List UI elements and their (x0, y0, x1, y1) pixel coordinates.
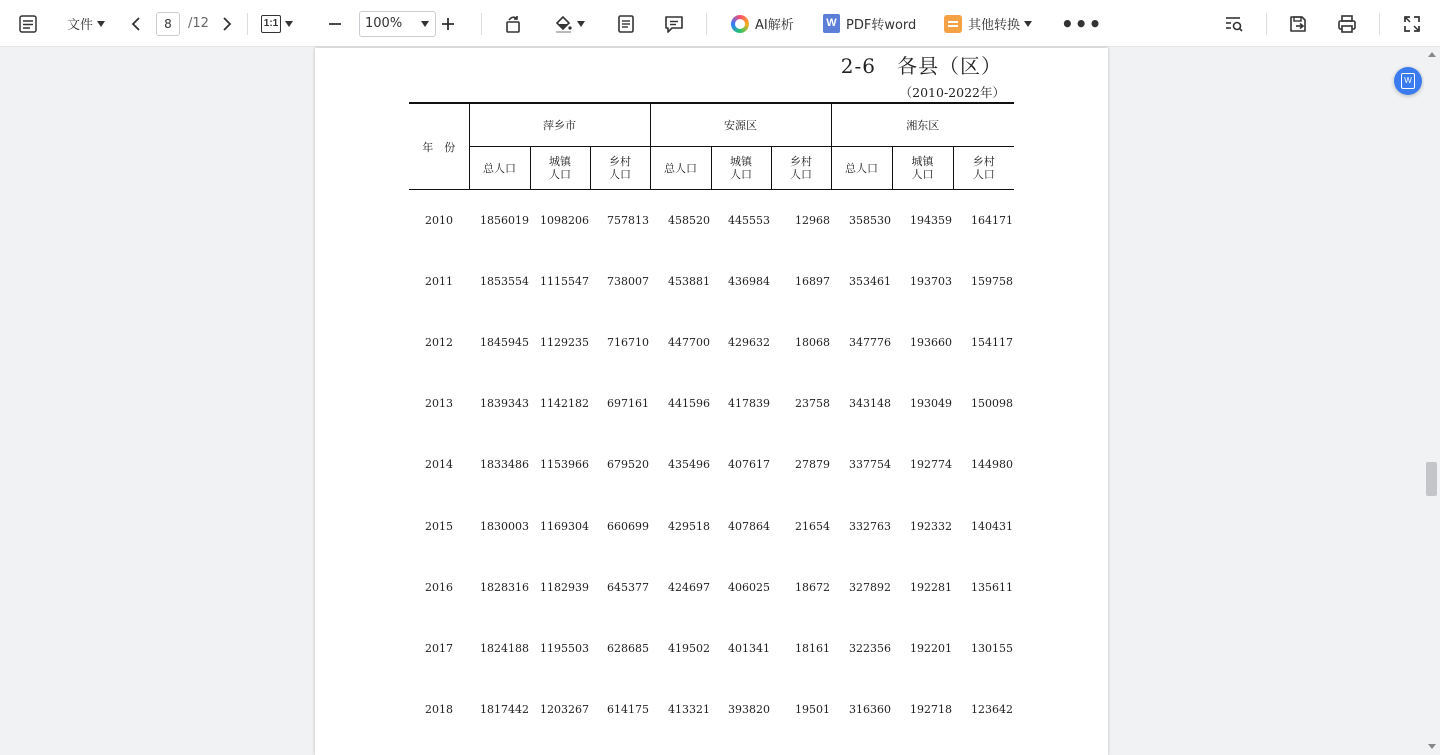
page-total: /12 (188, 16, 209, 31)
value-cell: 1129235 (540, 336, 589, 350)
value-cell: 1833486 (480, 458, 529, 472)
table-title: 2-6 各县（区） (840, 54, 1002, 78)
page-number-input[interactable]: 8 (156, 12, 180, 36)
value-cell: 353461 (849, 275, 891, 289)
zoom-out-button[interactable] (327, 0, 343, 47)
value-cell: 18161 (795, 641, 830, 655)
value-cell: 327892 (849, 580, 891, 594)
subheader-cell: 乡村 人口 (590, 147, 650, 190)
next-page-button[interactable] (220, 0, 234, 47)
value-cell: 645377 (607, 580, 649, 594)
comment-button[interactable] (664, 0, 684, 47)
value-cell: 358530 (849, 214, 891, 228)
value-cell: 23758 (795, 397, 830, 411)
sidebar-icon (18, 14, 38, 34)
value-cell: 1153966 (540, 458, 589, 472)
subheader-row (409, 147, 1014, 190)
value-cell: 1098206 (540, 214, 589, 228)
value-cell: 347776 (849, 336, 891, 350)
value-cell: 407617 (728, 458, 770, 472)
value-cell: 1169304 (540, 519, 589, 533)
year-cell: 2011 (425, 275, 453, 289)
value-cell: 614175 (607, 702, 649, 716)
year-cell: 2018 (425, 702, 453, 716)
value-cell: 1817442 (480, 702, 529, 716)
table-row (409, 190, 1014, 252)
value-cell: 447700 (668, 336, 710, 350)
chevron-down-icon (1024, 21, 1032, 27)
year-cell: 2015 (425, 519, 453, 533)
value-cell: 1182939 (540, 580, 589, 594)
value-cell: 1845945 (480, 336, 529, 350)
document-viewer[interactable] (0, 48, 1440, 755)
group-header: 湘东区 (831, 103, 1014, 147)
subheader-cell: 乡村 人口 (771, 147, 831, 190)
comment-icon (664, 14, 684, 34)
value-cell: 407864 (728, 519, 770, 533)
background-color-button[interactable] (553, 0, 585, 47)
chevron-left-icon (129, 16, 143, 32)
year-column-header: 年 份 (409, 103, 469, 190)
value-cell: 27879 (795, 458, 830, 472)
value-cell: 194359 (910, 214, 952, 228)
rotate-icon (503, 14, 523, 34)
table-row (409, 251, 1014, 312)
value-cell: 697161 (607, 397, 649, 411)
value-cell: 159758 (971, 275, 1014, 289)
value-cell: 1856019 (480, 214, 529, 228)
save-export-icon (1288, 14, 1308, 34)
value-cell: 429518 (668, 519, 710, 533)
chevron-down-icon (577, 21, 585, 27)
subheader-cell: 总人口 (650, 147, 711, 190)
table-row (409, 557, 1014, 618)
toolbar (0, 0, 1440, 47)
table-row (409, 495, 1014, 556)
value-cell: 1115547 (540, 275, 589, 289)
value-cell: 660699 (607, 519, 649, 533)
value-cell: 343148 (849, 397, 891, 411)
zoom-select[interactable] (359, 0, 436, 47)
ai-parse-button[interactable] (731, 0, 794, 47)
value-cell: 150098 (971, 397, 1014, 411)
value-cell: 12968 (795, 214, 830, 228)
table-row (409, 679, 1014, 740)
table-row (409, 373, 1014, 434)
toolbar-divider (481, 13, 482, 35)
printer-icon (1337, 14, 1357, 34)
prev-page-button[interactable] (129, 0, 143, 47)
scroll-down-icon[interactable] (1428, 744, 1436, 749)
value-cell: 337754 (849, 458, 891, 472)
value-cell: 429632 (728, 336, 770, 350)
population-table (409, 102, 1014, 740)
subheader-cell: 总人口 (469, 147, 530, 190)
chevron-right-icon (220, 16, 234, 32)
pdf-page (315, 48, 1108, 755)
value-cell: 1828316 (480, 580, 529, 594)
chevron-down-icon (285, 21, 293, 27)
value-cell: 401341 (728, 641, 770, 655)
toolbar-divider (1379, 13, 1380, 35)
word-doc-icon: W (1401, 73, 1415, 89)
more-icon: ••• (1061, 11, 1103, 36)
floating-word-button[interactable] (1394, 67, 1422, 95)
value-cell: 458520 (668, 214, 710, 228)
subheader-cell: 总人口 (831, 147, 892, 190)
value-cell: 417839 (728, 397, 770, 411)
chevron-down-icon (97, 21, 105, 27)
zoom-in-button[interactable] (440, 0, 456, 47)
other-convert-label: 其他转换 (968, 18, 1021, 33)
file-menu-label: 文件 (67, 18, 94, 33)
value-cell: 192774 (910, 458, 952, 472)
value-cell: 628685 (607, 641, 649, 655)
scroll-up-icon[interactable] (1428, 52, 1436, 57)
subheader-cell: 乡村 人口 (953, 147, 1014, 190)
page-navigator (156, 0, 209, 47)
value-cell: 445553 (728, 214, 770, 228)
table-row (409, 312, 1014, 373)
value-cell: 419502 (668, 641, 710, 655)
vertical-scrollbar[interactable] (1424, 48, 1440, 755)
value-cell: 1853554 (480, 275, 529, 289)
value-cell: 193049 (910, 397, 952, 411)
value-cell: 123642 (971, 702, 1014, 716)
document-icon (616, 14, 636, 34)
value-cell: 192201 (910, 641, 952, 655)
convert-icon (944, 15, 962, 33)
scrollbar-thumb[interactable] (1426, 462, 1437, 496)
print-button[interactable] (1337, 0, 1357, 47)
value-cell: 716710 (607, 336, 649, 350)
word-icon: W (823, 14, 840, 33)
value-cell: 16897 (795, 275, 830, 289)
value-cell: 18672 (795, 580, 830, 594)
value-cell: 406025 (728, 580, 770, 594)
save-as-button[interactable] (1288, 0, 1308, 47)
value-cell: 393820 (728, 702, 770, 716)
group-header: 安源区 (650, 103, 831, 147)
fullscreen-button[interactable] (1402, 0, 1422, 47)
value-cell: 154117 (971, 336, 1014, 350)
value-cell: 322356 (849, 641, 891, 655)
fit-mode-button[interactable] (261, 0, 293, 47)
value-cell: 1203267 (540, 702, 589, 716)
value-cell: 435496 (668, 458, 710, 472)
pdf-to-word-button[interactable] (823, 0, 916, 47)
other-convert-button[interactable] (944, 0, 1032, 47)
table-body (409, 190, 1014, 740)
table-row (409, 618, 1014, 679)
value-cell: 1142182 (540, 397, 589, 411)
value-cell: 453881 (668, 275, 710, 289)
value-cell: 757813 (607, 214, 649, 228)
value-cell: 192718 (910, 702, 952, 716)
table-row (409, 434, 1014, 495)
value-cell: 1830003 (480, 519, 529, 533)
ai-logo-icon (731, 15, 749, 33)
value-cell: 144980 (971, 458, 1014, 472)
toolbar-divider (1266, 13, 1267, 35)
value-cell: 18068 (795, 336, 830, 350)
value-cell: 316360 (849, 702, 891, 716)
pdf-to-word-label: PDF转word (846, 18, 917, 33)
ai-parse-label: AI解析 (755, 18, 794, 33)
value-cell: 192332 (910, 519, 952, 533)
value-cell: 738007 (607, 275, 649, 289)
value-cell: 1839343 (480, 397, 529, 411)
value-cell: 413321 (668, 702, 710, 716)
subheader-cell: 城镇 人口 (530, 147, 590, 190)
year-cell: 2016 (425, 580, 453, 594)
value-cell: 193703 (910, 275, 952, 289)
paint-bucket-icon (553, 14, 573, 34)
value-cell: 192281 (910, 580, 952, 594)
file-menu-button[interactable] (67, 0, 105, 47)
sidebar-toggle-button[interactable] (18, 0, 38, 47)
single-page-view-button[interactable] (616, 0, 636, 47)
fullscreen-icon (1402, 14, 1422, 34)
minus-icon (327, 16, 343, 32)
value-cell: 441596 (668, 397, 710, 411)
search-button[interactable] (1224, 0, 1244, 47)
value-cell: 140431 (971, 519, 1014, 533)
value-cell: 135611 (971, 580, 1014, 594)
subheader-cell: 城镇 人口 (711, 147, 771, 190)
actual-size-icon: 1:1 (261, 15, 281, 33)
value-cell: 679520 (607, 458, 649, 472)
rotate-button[interactable] (503, 0, 523, 47)
toolbar-divider (247, 13, 248, 35)
value-cell: 1195503 (540, 641, 589, 655)
value-cell: 130155 (971, 641, 1014, 655)
value-cell: 19501 (795, 702, 830, 716)
value-cell: 436984 (728, 275, 770, 289)
chevron-down-icon (421, 21, 429, 27)
value-cell: 1824188 (480, 641, 529, 655)
year-cell: 2017 (425, 641, 453, 655)
value-cell: 332763 (849, 519, 891, 533)
more-button[interactable] (1061, 0, 1102, 47)
table-subtitle: （2010-2022年） (899, 85, 1005, 100)
plus-icon (440, 16, 456, 32)
toolbar-divider (706, 13, 707, 35)
group-header: 萍乡市 (469, 103, 650, 147)
value-cell: 193660 (910, 336, 952, 350)
year-cell: 2012 (425, 336, 453, 350)
zoom-value: 100% (365, 16, 403, 31)
subheader-cell: 城镇 人口 (892, 147, 953, 190)
value-cell: 21654 (795, 519, 830, 533)
year-cell: 2010 (425, 214, 453, 228)
year-cell: 2014 (425, 458, 453, 472)
search-text-icon (1224, 14, 1244, 34)
year-cell: 2013 (425, 397, 453, 411)
value-cell: 164171 (971, 214, 1014, 228)
value-cell: 424697 (668, 580, 710, 594)
